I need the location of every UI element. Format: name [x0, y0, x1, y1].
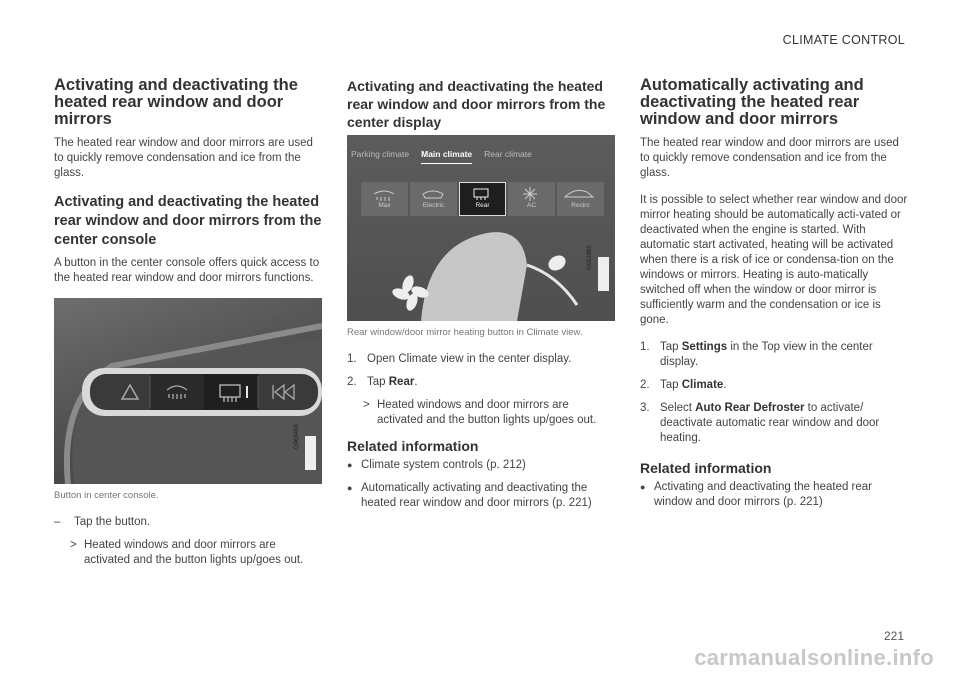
step-result [70, 538, 322, 568]
step-number: 3. [640, 402, 650, 414]
tab-parking-climate: Parking climate [351, 149, 410, 159]
section-header: CLIMATE CONTROL [782, 33, 905, 47]
watermark: carmanualsonline.info [694, 645, 934, 670]
bullet-icon: ● [347, 460, 353, 470]
body-text: It is possible to select whether rear window and door mirror heating should be automatically acti-vated or deactivated when the engine is started. With automatic start activated, heating will be activated when there is a risk of ice or condensa-tion on the windows or mirrors. Heating is auto-matically switched off when the window or door mirror is sufficiently warm and the condensation or ice is gone. [640, 194, 908, 326]
screen-icons [347, 135, 615, 321]
result-text: Heated windows and door mirrors are activated and the button lights up/goes out. [84, 539, 304, 566]
step-text-pre: Tap [660, 379, 682, 391]
step-item [640, 401, 908, 446]
related-item[interactable] [347, 458, 615, 473]
related-item[interactable] [347, 481, 615, 511]
column-display [347, 77, 615, 519]
step-item [640, 378, 908, 393]
bullet-icon: ● [347, 483, 353, 493]
related-link[interactable]: Activating and deactivating the heated rear window and door mirrors (p. 221) [654, 481, 873, 508]
column-automatic [640, 77, 908, 518]
step-text: Tap the button. [74, 516, 151, 528]
max-button: Max [361, 182, 408, 216]
step-marker: – [54, 516, 61, 528]
seat-illustration [421, 232, 527, 321]
step-number: 1. [347, 353, 357, 365]
ac-button: AC [508, 182, 555, 216]
tab-rear-climate: Rear climate [484, 149, 532, 159]
step-item [54, 515, 322, 530]
tab-main-climate: Main climate [421, 149, 472, 164]
page-title: Activating and deactivating the heated rear window and door mirrors [54, 76, 298, 128]
auto-section-title: Automatically activating and deactivating the heated rear window and door mirrors [640, 76, 864, 128]
indicator-light [246, 386, 248, 398]
recirc-button: Recirc [557, 182, 604, 216]
step-number: 2. [640, 379, 650, 391]
step-text-post: in the Top view in the center display. [660, 341, 873, 368]
image-caption: Rear window/door mirror heating button in Climate view. [347, 327, 583, 338]
step-number: 2. [347, 376, 357, 388]
step-text: Open Climate view in the center display. [367, 353, 572, 365]
bullet-icon: ● [640, 482, 646, 492]
console-illustration [54, 298, 322, 484]
display-section-title: Activating and deactivating the heated rear window and door mirrors from the center display [347, 78, 606, 130]
step-text-pre: Tap [367, 376, 389, 388]
step-item [347, 375, 615, 390]
intro-text: The heated rear window and door mirrors are used to quickly remove condensation and ice from the glass. [54, 137, 313, 179]
result-marker: > [363, 399, 370, 411]
step-text-pre: Tap [660, 341, 682, 353]
related-link[interactable]: Automatically activating and deactivating the heated rear window and door mirrors (p. 221) [361, 482, 592, 509]
related-item[interactable] [640, 480, 908, 510]
ac-snowflake-icon [523, 187, 537, 201]
rear-button: Rear [459, 182, 506, 216]
image-code: G051865 [598, 257, 609, 291]
step-number: 1. [640, 341, 650, 353]
step-text-pre: Select [660, 402, 696, 414]
image-code [305, 436, 316, 470]
subsection-title: Activating and deactivating the heated rear window and door mirrors from the center console [54, 194, 322, 248]
climate-screen-photo [347, 135, 615, 321]
body-text: A button in the center console offers quick access to the heated rear window and door mirrors functions. [54, 257, 320, 284]
step-text-post: . [723, 379, 727, 391]
related-title: Related information [640, 460, 772, 476]
step-keyword: Rear [388, 376, 415, 388]
result-text: Heated windows and door mirrors are activated and the button lights up/goes out. [377, 399, 597, 426]
step-keyword: Settings [681, 341, 728, 353]
related-link[interactable]: Climate system controls (p. 212) [361, 459, 526, 471]
result-marker: > [70, 539, 77, 551]
image-caption: Button in center console. [54, 490, 159, 501]
max-defrost-icon [374, 191, 394, 201]
step-text-post: . [414, 376, 418, 388]
step-result [363, 398, 615, 428]
step-keyword: Climate [681, 379, 724, 391]
electric-button: Electric [410, 182, 457, 216]
intro-text: The heated rear window and door mirrors are used to quickly remove condensation and ice from the glass. [640, 137, 899, 179]
electric-defrost-icon [423, 191, 443, 198]
recirc-icon [565, 190, 593, 197]
console-button-photo [54, 298, 322, 484]
step-keyword: Auto Rear Defroster [695, 402, 805, 414]
column-console [54, 77, 322, 578]
step-item [640, 340, 908, 370]
step-text-post: to activate/ deactivate automatic rear window and door heating. [660, 402, 880, 444]
related-title: Related information [347, 438, 479, 454]
page-number: 221 [883, 629, 904, 643]
step-item [347, 352, 615, 367]
rear-defrost-icon [474, 189, 488, 200]
